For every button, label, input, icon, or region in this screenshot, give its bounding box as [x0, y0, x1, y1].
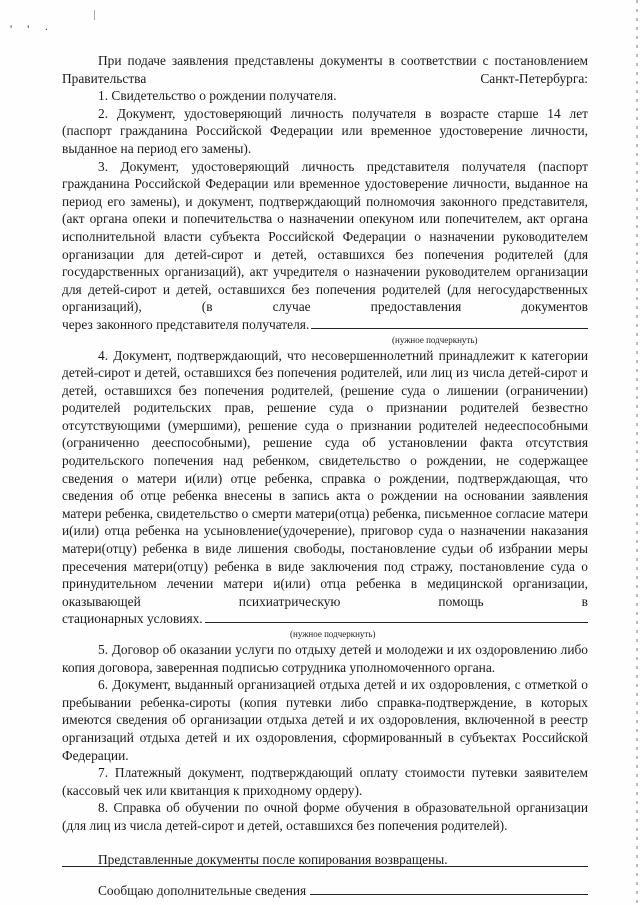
- additional-info-field[interactable]: [310, 882, 588, 895]
- item-5: 5. Договор об оказании услуги по отдыху детей и молодежи и их оздоровлению либо копия договора, заверенная подписью сотрудника уполномоченного органа.: [62, 642, 588, 675]
- hint-underline-needed-1: (нужное подчеркнуть): [392, 334, 478, 345]
- item-4-underline-field[interactable]: [205, 610, 588, 623]
- item-3-underline-field[interactable]: [311, 316, 588, 329]
- document-body: [62, 52, 588, 900]
- item-4: 4. Документ, подтверждающий, что несовершеннолетний принадлежит к категории детей-сирот и детей, оставшихся без попечения родителей, или лиц из числа детей-сирот и детей, оставшихся без попечения родителей, (решение суда о лишении (ограничении) родителей родительских прав, решение суда о признании родителей безвестно отсутствующими (умершими), решение суда о признании родителей недееспособными (ограниченно дееспособными), решение суда об установлении факта отсутствия родительского попечения над ребенком, свидетельство о рождении, не содержащее сведения о матери и(или) отце ребенка, справка о рождении, подтверждающая, что сведения об отце ребенка внесены в запись акта о рождении на основании заявления матери ребенка, свидетельство о смерти матери(отца) ребенка, письменное согласие матери и(или) отца ребенка на усыновление(удочерение), приговор суда о назначении наказания матери(отцу) ребенка в виде лишения свободы, постановление судьи об избрании меры пресечения матери(отцу) ребенка в виде заключения под стражу, постановление суда о принудительном лечении матери и(или) отца ребенка в медицинской организации, оказывающей психиатрическую помощь в: [62, 347, 588, 609]
- item-3-fill-line: [62, 316, 588, 334]
- additional-info-field-line-2[interactable]: [62, 866, 588, 867]
- additional-info-label: Сообщаю дополнительные сведения: [98, 883, 307, 899]
- item-2: 2. Документ, удостоверяющий личность получателя в возрасте старше 14 лет (паспорт гражданина Российской Федерации или временное удостоверение личности, выданное на период его замены).: [62, 105, 588, 156]
- documents-returned-note: Представленные документы после копирования возвращены.: [98, 851, 448, 867]
- item-3: 3. Документ, удостоверяющий личность представителя получателя (паспорт гражданина Российской Федерации или временное удостоверение личности, выданное на период его замены), и документ, подтверждающий полномочия законного представителя, (акт органа опеки и попечительства о назначении опекуном или попечителем, акт органа исполнительной власти субъекта Российской Федерации о назначении руководителем организации для детей-сирот и детей, оставшихся без попечения родителей (для государственных организаций), акт учредителя о назначении руководителем организации для детей-сирот и детей, оставшихся без попечения родителей (для негосударственных организаций), (в случае предоставления документов: [62, 158, 588, 315]
- item-3-tail: через законного представителя получателя.: [62, 316, 310, 332]
- item-4-tail: стационарных условиях.: [62, 611, 203, 627]
- item-7: 7. Платежный документ, подтверждающий оплату стоимости путевки заявителем (кассовый чек или квитанция к приходному ордеру).: [62, 765, 588, 798]
- item-8: 8. Справка об обучении по очной форме обучения в образовательной организации (для лиц из числа детей-сирот и детей, оставшихся без попечения родителей).: [62, 800, 588, 833]
- scan-tick-mark: [94, 10, 95, 20]
- hint-underline-needed-2: (нужное подчеркнуть): [290, 629, 376, 639]
- item-1: 1. Свидетельство о рождении получателя.: [98, 88, 337, 104]
- intro-paragraph: При подаче заявления представлены документы в соответствии с постановлением Правительства Санкт-Петербурга:: [62, 53, 588, 86]
- additional-info-row: [62, 882, 588, 900]
- item-4-fill-line: [62, 610, 588, 628]
- scan-edge-artifact: [636, 0, 638, 905]
- scan-marks: ' ' ·: [10, 22, 55, 36]
- item-6: 6. Документ, выданный организацией отдыха детей и их оздоровления, с отметкой о пребывании ребенка-сироты (копия путевки либо справка-подтверждение, в которых имеются сведения об организации отдыха детей и их оздоровления, включенной в реестр организаций отдыха детей и их оздоровления, сформированный в субъектах Российской Федерации.: [62, 677, 588, 763]
